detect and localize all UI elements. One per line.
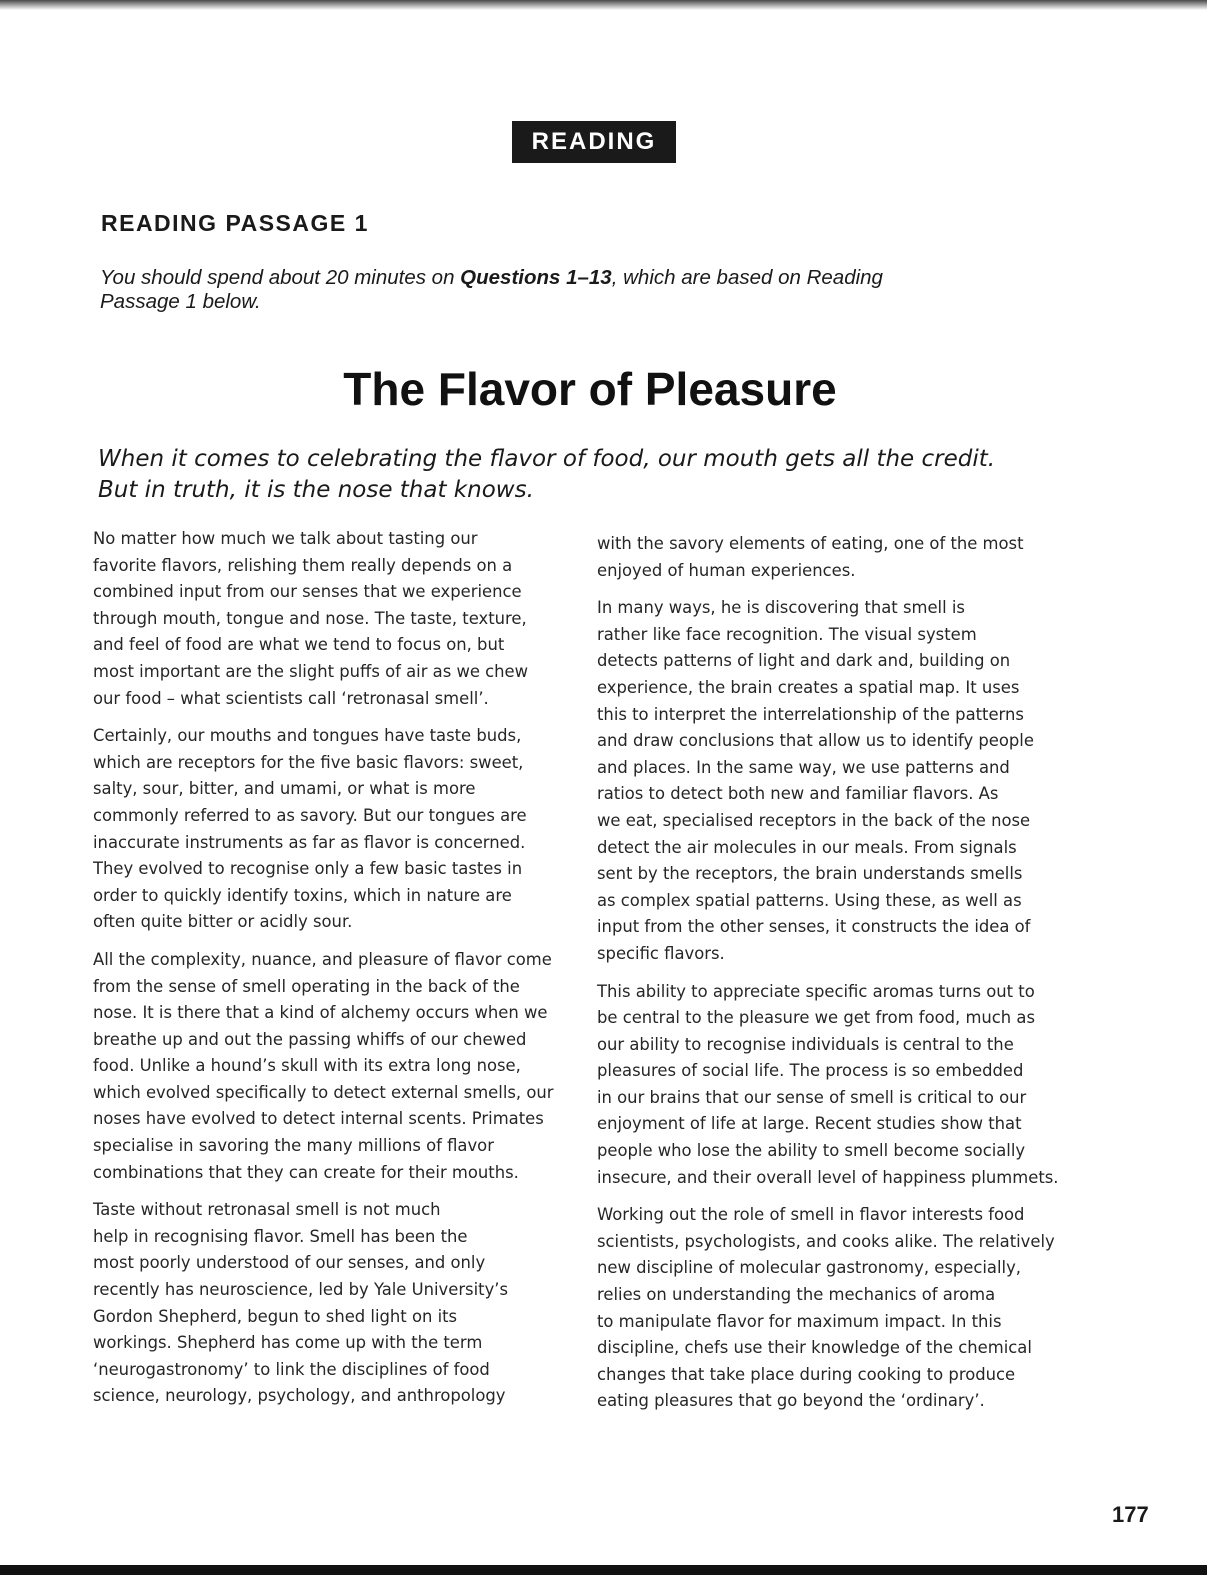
paragraph	[597, 531, 1087, 584]
right-column	[597, 531, 1087, 1426]
text-line: commonly referred to as savory. But our tongues are	[93, 805, 527, 825]
instructions	[100, 266, 1030, 314]
text-line: which evolved specifically to detect external smells, our	[93, 1082, 554, 1102]
text-line: Gordon Shepherd, begun to shed light on its	[93, 1306, 458, 1326]
text-line: and draw conclusions that allow us to identify people	[597, 731, 1034, 751]
text-line: Working out the role of smell in flavor interests food	[597, 1205, 1025, 1225]
page-number: 177	[1112, 1502, 1149, 1527]
text-line: combinations that they can create for their mouths.	[93, 1162, 519, 1182]
text-line: input from the other senses, it constructs the idea of	[597, 917, 1031, 937]
text-line: insecure, and their overall level of happiness plummets.	[597, 1167, 1059, 1187]
text-line: combined input from our senses that we experience	[93, 582, 522, 602]
page-bottom-edge	[0, 1565, 1207, 1575]
text-line: new discipline of molecular gastronomy, especially,	[597, 1258, 1021, 1278]
text-line: Certainly, our mouths and tongues have taste buds,	[93, 726, 522, 746]
section-badge: READING	[512, 121, 676, 163]
text-line: experience, the brain creates a spatial map. It uses	[597, 677, 1020, 697]
text-line: favorite flavors, relishing them really depends on a	[93, 555, 513, 575]
text-line: be central to the pleasure we get from food, much as	[597, 1008, 1035, 1028]
text-line: In many ways, he is discovering that smell is	[597, 598, 965, 618]
text-line: order to quickly identify toxins, which in nature are	[93, 885, 512, 905]
text-line: often quite bitter or acidly sour.	[93, 912, 353, 932]
instructions-text-3: Passage 1 below.	[100, 290, 261, 313]
text-line: from the sense of smell operating in the back of the	[93, 976, 520, 996]
text-line: inaccurate instruments as far as flavor is concerned.	[93, 832, 526, 852]
text-line: breathe up and out the passing whiffs of our chewed	[93, 1029, 527, 1049]
text-line: This ability to appreciate specific aromas turns out to	[597, 981, 1035, 1001]
paragraph	[93, 1197, 583, 1410]
text-line: noses have evolved to detect internal scents. Primates	[93, 1109, 544, 1129]
text-line: specific flavors.	[597, 943, 725, 963]
left-column	[93, 526, 583, 1421]
text-line: scientists, psychologists, and cooks alike. The relatively	[597, 1231, 1055, 1251]
paragraph	[93, 526, 583, 712]
text-line: this to interpret the interrelationship of the patterns	[597, 704, 1024, 724]
text-line: and places. In the same way, we use patterns and	[597, 757, 1010, 777]
text-line: No matter how much we talk about tasting our	[93, 529, 478, 548]
text-line: people who lose the ability to smell become socially	[597, 1141, 1026, 1161]
text-line: through mouth, tongue and nose. The taste, texture,	[93, 608, 527, 628]
paragraph	[597, 979, 1087, 1192]
paragraph	[93, 947, 583, 1186]
text-line: ratios to detect both new and familiar flavors. As	[597, 784, 999, 804]
page-top-edge	[0, 0, 1207, 10]
text-line: food. Unlike a hound’s skull with its extra long nose,	[93, 1056, 521, 1076]
text-line: Taste without retronasal smell is not much	[93, 1200, 441, 1220]
text-line: in our brains that our sense of smell is critical to our	[597, 1087, 1027, 1107]
text-line: our food – what scientists call ‘retronasal smell’.	[93, 688, 489, 708]
text-line: ‘neurogastronomy’ to link the disciplines of food	[93, 1359, 490, 1379]
text-line: with the savory elements of eating, one of the most	[597, 534, 1024, 553]
text-line: and feel of food are what we tend to focus on, but	[93, 635, 505, 655]
text-line: help in recognising flavor. Smell has been the	[93, 1226, 468, 1246]
passage-label: READING PASSAGE 1	[101, 210, 369, 236]
text-line: our ability to recognise individuals is central to the	[597, 1034, 1014, 1054]
text-line: most important are the slight puffs of air as we chew	[93, 661, 529, 681]
text-line: They evolved to recognise only a few basic tastes in	[93, 859, 523, 879]
text-line: most poorly understood of our senses, and only	[93, 1253, 486, 1273]
text-line: to manipulate flavor for maximum impact. In this	[597, 1311, 1002, 1331]
paragraph	[93, 723, 583, 936]
text-line: workings. Shepherd has come up with the term	[93, 1333, 483, 1353]
text-line: recently has neuroscience, led by Yale University’s	[93, 1280, 509, 1300]
text-line: rather like face recognition. The visual system	[597, 624, 977, 644]
text-line: eating pleasures that go beyond the ‘ordinary’.	[597, 1391, 985, 1411]
article-title: The Flavor of Pleasure	[343, 363, 837, 415]
text-line: enjoyed of human experiences.	[597, 560, 856, 580]
text-line: discipline, chefs use their knowledge of the chemical	[597, 1338, 1032, 1358]
text-line: enjoyment of life at large. Recent studies show that	[597, 1114, 1022, 1134]
text-line: nose. It is there that a kind of alchemy occurs when we	[93, 1003, 548, 1023]
text-line: salty, sour, bitter, and umami, or what is more	[93, 779, 476, 799]
text-line: All the complexity, nuance, and pleasure of flavor come	[93, 949, 552, 969]
article-standfirst	[98, 444, 1098, 506]
text-line: detects patterns of light and dark and, building on	[597, 651, 1011, 671]
paragraph	[597, 595, 1087, 967]
text-line: pleasures of social life. The process is so embedded	[597, 1061, 1024, 1081]
text-line: detect the air molecules in our meals. From signals	[597, 837, 1017, 857]
text-line: specialise in savoring the many millions of flavor	[93, 1136, 494, 1156]
text-line: which are receptors for the five basic flavors: sweet,	[93, 752, 524, 772]
standfirst-line: When it comes to celebrating the flavor of food, our mouth gets all the credit.	[98, 446, 996, 472]
text-line: changes that take place during cooking to produce	[597, 1364, 1016, 1384]
paragraph	[597, 1202, 1087, 1415]
instructions-questions: Questions 1–13	[460, 266, 612, 289]
instructions-text-1: You should spend about 20 minutes on	[100, 266, 461, 289]
text-line: sent by the receptors, the brain understands smells	[597, 864, 1023, 884]
standfirst-line: But in truth, it is the nose that knows.	[98, 477, 534, 503]
text-line: we eat, specialised receptors in the back of the nose	[597, 810, 1031, 830]
text-line: relies on understanding the mechanics of aroma	[597, 1285, 996, 1305]
text-line: science, neurology, psychology, and anthropology	[93, 1386, 506, 1406]
text-line: as complex spatial patterns. Using these, as well as	[597, 890, 1022, 910]
instructions-text-2: , which are based on Reading	[611, 266, 883, 289]
